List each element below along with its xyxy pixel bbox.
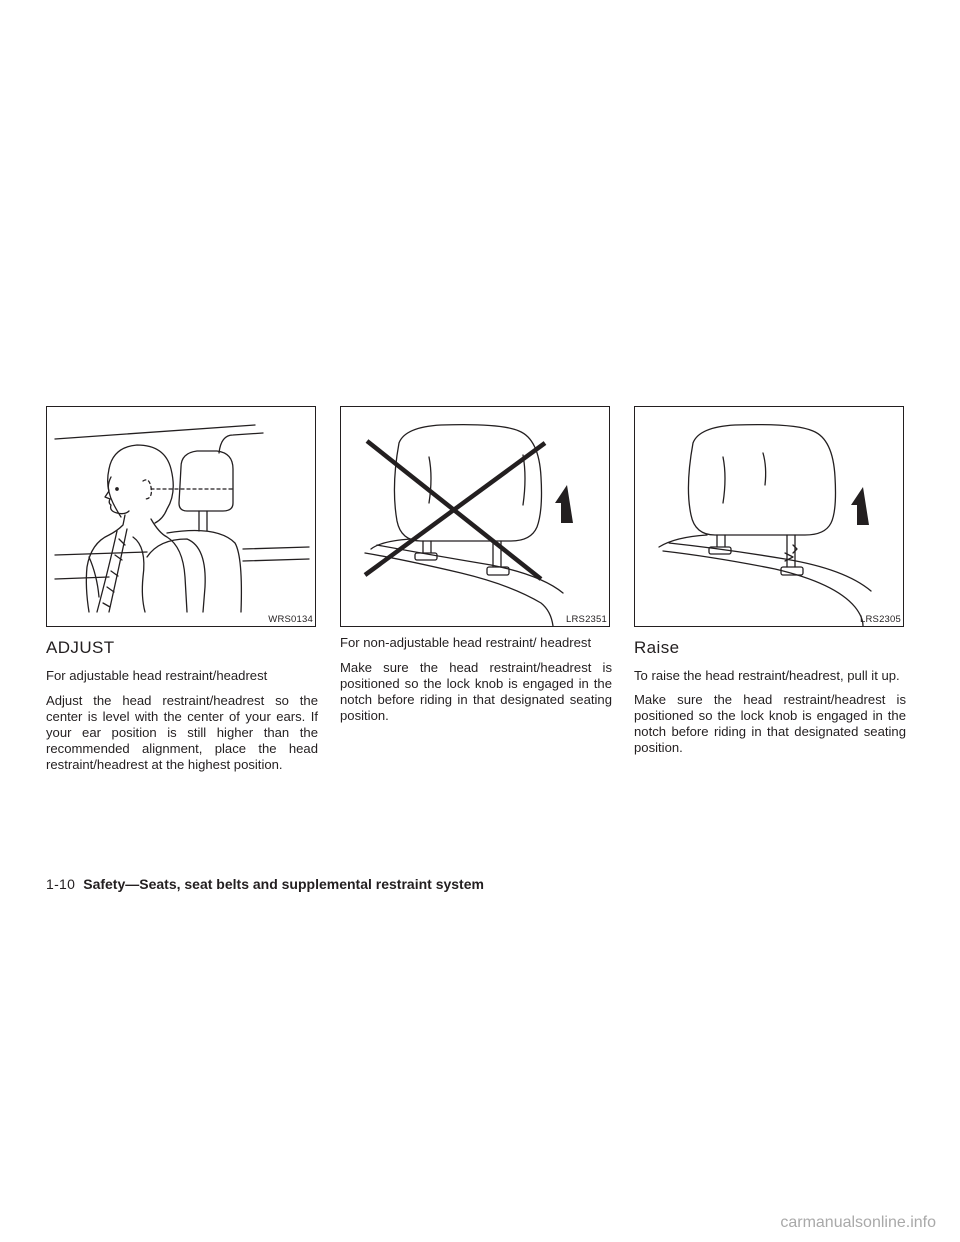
paragraph-adjust: Adjust the head restraint/headrest so the center is level with the center of your ears. If your ear position is still higher than the recommended alignment, place the head restraint/headrest at the highest position. — [46, 693, 318, 772]
section-title: Safety—Seats, seat belts and supplemental restraint system — [83, 876, 484, 892]
page-number: 1-10 — [46, 876, 76, 892]
subheading-adjustable: For adjustable head restraint/headrest — [46, 668, 268, 683]
column-non-adjustable — [340, 632, 612, 732]
paragraph-raise-2: Make sure the head restraint/headrest is positioned so the lock knob is engaged in the notch before riding in that designated seating position. — [634, 692, 906, 755]
paragraph-raise-1: To raise the head restraint/headrest, pull it up. — [634, 668, 900, 683]
person-headrest-illustration — [47, 407, 315, 626]
column-adjust — [46, 632, 318, 781]
figure-raise — [634, 406, 904, 627]
headrest-crossed-out-illustration — [341, 407, 609, 626]
figure-adjust — [46, 406, 316, 627]
figure-code: LRS2351 — [565, 614, 607, 625]
column-raise — [634, 632, 906, 764]
watermark: carmanualsonline.info — [780, 1214, 936, 1231]
subheading-non-adjustable: For non-adjustable head restraint/ headrest — [340, 635, 592, 650]
figure-code: LRS2305 — [859, 614, 901, 625]
figure-non-adjustable — [340, 406, 610, 627]
paragraph-non-adjustable: Make sure the head restraint/headrest is positioned so the lock knob is engaged in the notch before riding in that designated seating position. — [340, 660, 612, 723]
headrest-raise-illustration — [635, 407, 903, 626]
page-footer — [46, 876, 484, 892]
section-heading-raise: Raise — [634, 638, 680, 657]
section-heading-adjust: ADJUST — [46, 638, 115, 657]
figure-code: WRS0134 — [268, 614, 313, 625]
